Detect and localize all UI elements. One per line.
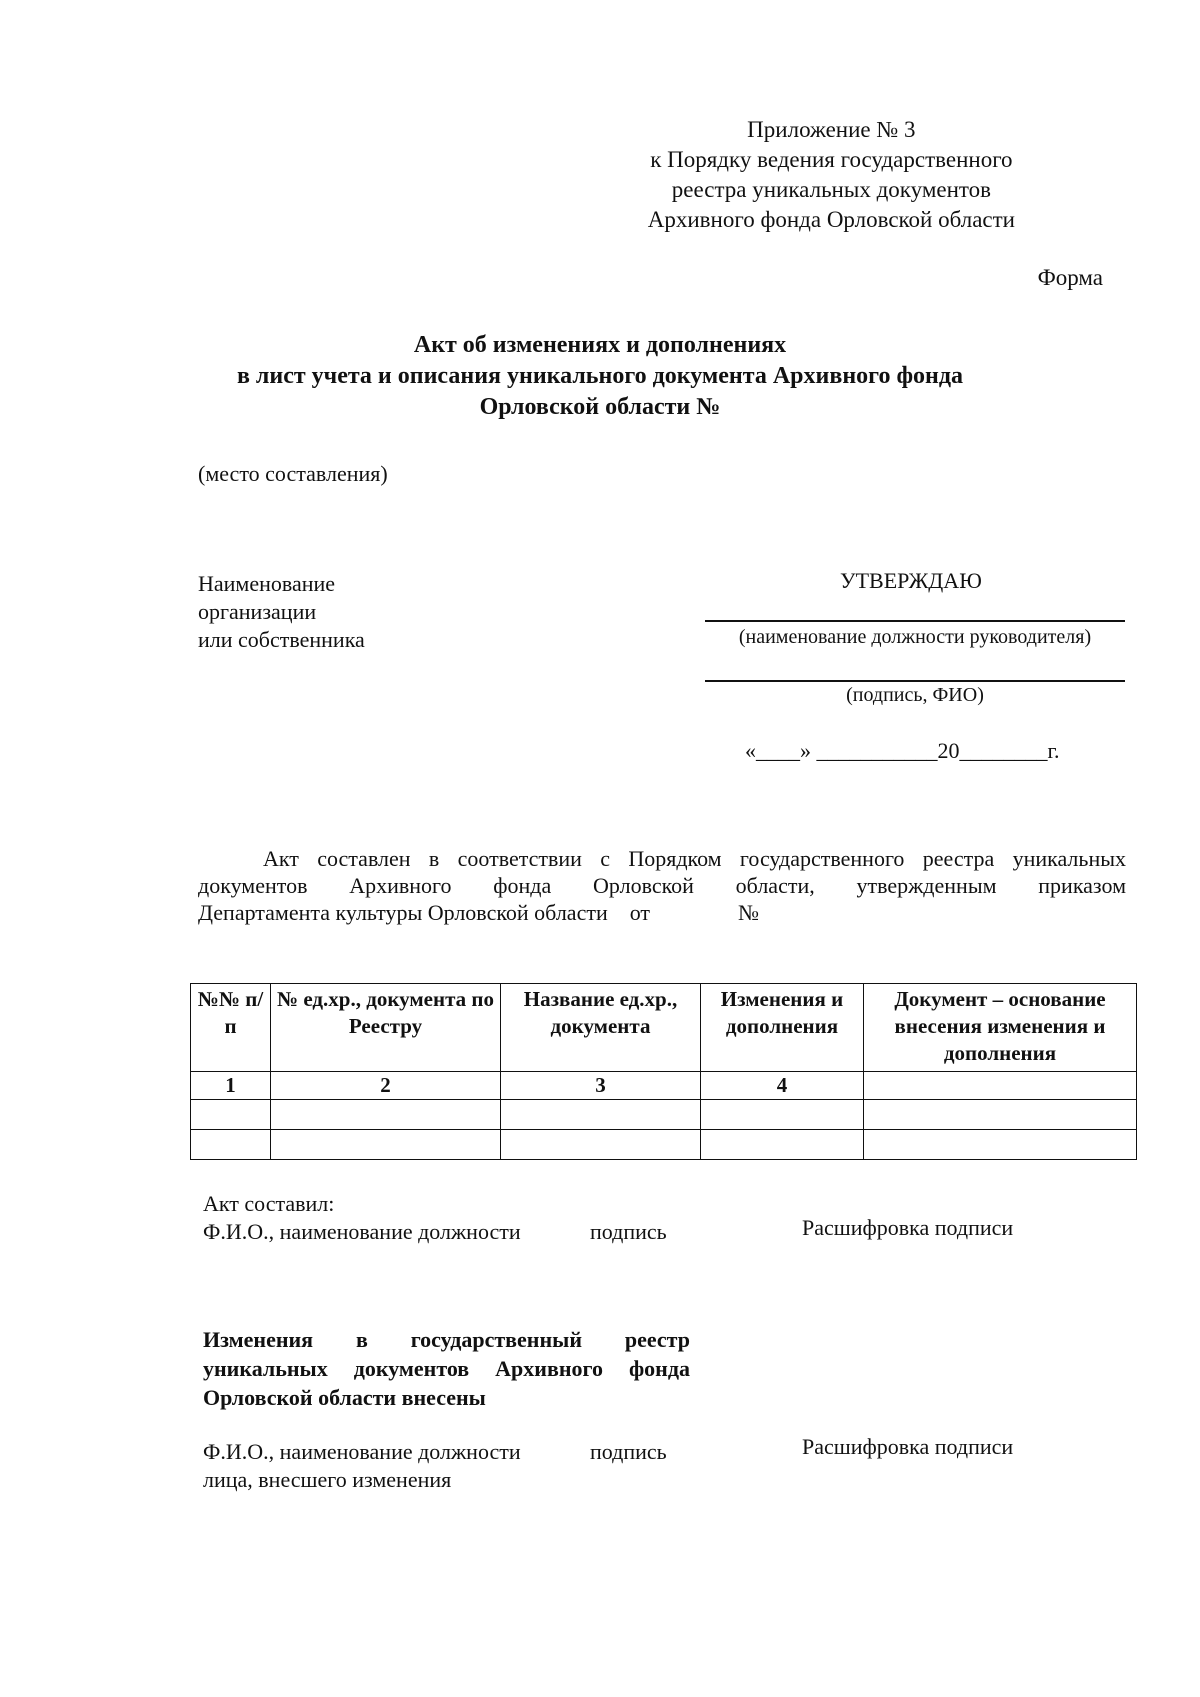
table-header-cell: №№ п/п bbox=[191, 984, 271, 1072]
organization-block bbox=[198, 570, 365, 654]
table-row bbox=[191, 1130, 1137, 1160]
table-cell bbox=[501, 1130, 701, 1160]
entered-fio-line: лица, внесшего изменения bbox=[203, 1467, 452, 1492]
table-cell bbox=[271, 1100, 501, 1130]
table-cell bbox=[701, 1130, 864, 1160]
table-header-cell: Документ – основание внесения изменения и дополнения bbox=[864, 984, 1137, 1072]
table-header-row bbox=[191, 984, 1137, 1072]
table-row bbox=[191, 1100, 1137, 1130]
organization-line: организации bbox=[198, 599, 317, 624]
paragraph-line: Акт составлен в соответствии с Порядком государственного реестра уникальных bbox=[263, 846, 1126, 871]
form-label: Форма bbox=[1037, 265, 1103, 290]
entered-decoding-label: Расшифровка подписи bbox=[802, 1434, 1014, 1459]
table-cell: 3 bbox=[501, 1072, 701, 1100]
changes-entered-block bbox=[203, 1325, 690, 1412]
date-line: «____» ___________20________г. bbox=[745, 738, 1060, 763]
entered-fio-line: Ф.И.О., наименование должности bbox=[203, 1439, 521, 1464]
table-cell: 1 bbox=[191, 1072, 271, 1100]
table-cell bbox=[271, 1130, 501, 1160]
title-line: Орловской области № bbox=[479, 394, 721, 420]
table-cell bbox=[701, 1100, 864, 1130]
composer-fio-label: Ф.И.О., наименование должности bbox=[203, 1219, 521, 1244]
table-cell bbox=[501, 1100, 701, 1130]
table-cell: 4 bbox=[701, 1072, 864, 1100]
organization-line: или собственника bbox=[198, 627, 365, 652]
signature-label: (подпись, ФИО) bbox=[846, 684, 984, 706]
composed-label: Акт составил: bbox=[203, 1191, 335, 1216]
table-cell: 2 bbox=[271, 1072, 501, 1100]
composer-decoding-label: Расшифровка подписи bbox=[802, 1215, 1014, 1240]
approval-title: УТВЕРЖДАЮ bbox=[840, 568, 982, 593]
paragraph-line: Департамента культуры Орловской области от № bbox=[198, 900, 760, 925]
place-label: (место составления) bbox=[198, 461, 388, 486]
appendix-line: Приложение № 3 bbox=[747, 117, 916, 142]
signature-line bbox=[705, 680, 1125, 682]
appendix-line: Архивного фонда Орловской области bbox=[647, 207, 1015, 232]
entered-signature-label: подпись bbox=[590, 1439, 667, 1464]
table-header-cell: Изменения и дополнения bbox=[701, 984, 864, 1072]
paragraph-line: документов Архивного фонда Орловской области, утвержденным приказом bbox=[198, 873, 1126, 898]
table-cell bbox=[864, 1072, 1137, 1100]
composer-signature-label: подпись bbox=[590, 1219, 667, 1244]
document-title bbox=[0, 330, 1200, 423]
changes-line: Изменения в государственный реестр bbox=[203, 1327, 690, 1352]
title-line: Акт об изменениях и дополнениях bbox=[413, 332, 787, 358]
title-line: в лист учета и описания уникального документа Архивного фонда bbox=[236, 363, 964, 389]
position-label: (наименование должности руководителя) bbox=[738, 626, 1092, 648]
appendix-block bbox=[648, 115, 1015, 235]
table-cell bbox=[864, 1130, 1137, 1160]
table-cell bbox=[864, 1100, 1137, 1130]
table-header-cell: № ед.хр., документа по Реестру bbox=[271, 984, 501, 1072]
entered-fio-block bbox=[203, 1438, 521, 1494]
appendix-line: к Порядку ведения государственного bbox=[650, 147, 1013, 172]
table-number-row bbox=[191, 1072, 1137, 1100]
changes-table bbox=[190, 983, 1137, 1160]
changes-line: уникальных документов Архивного фонда bbox=[203, 1356, 690, 1381]
appendix-line: реестра уникальных документов bbox=[671, 177, 991, 202]
table-cell bbox=[191, 1100, 271, 1130]
position-signature-line bbox=[705, 620, 1125, 622]
organization-line: Наименование bbox=[198, 571, 336, 596]
table-header-cell: Название ед.хр., документа bbox=[501, 984, 701, 1072]
changes-line: Орловской области внесены bbox=[203, 1385, 486, 1410]
table-cell bbox=[191, 1130, 271, 1160]
act-paragraph bbox=[198, 845, 1126, 926]
